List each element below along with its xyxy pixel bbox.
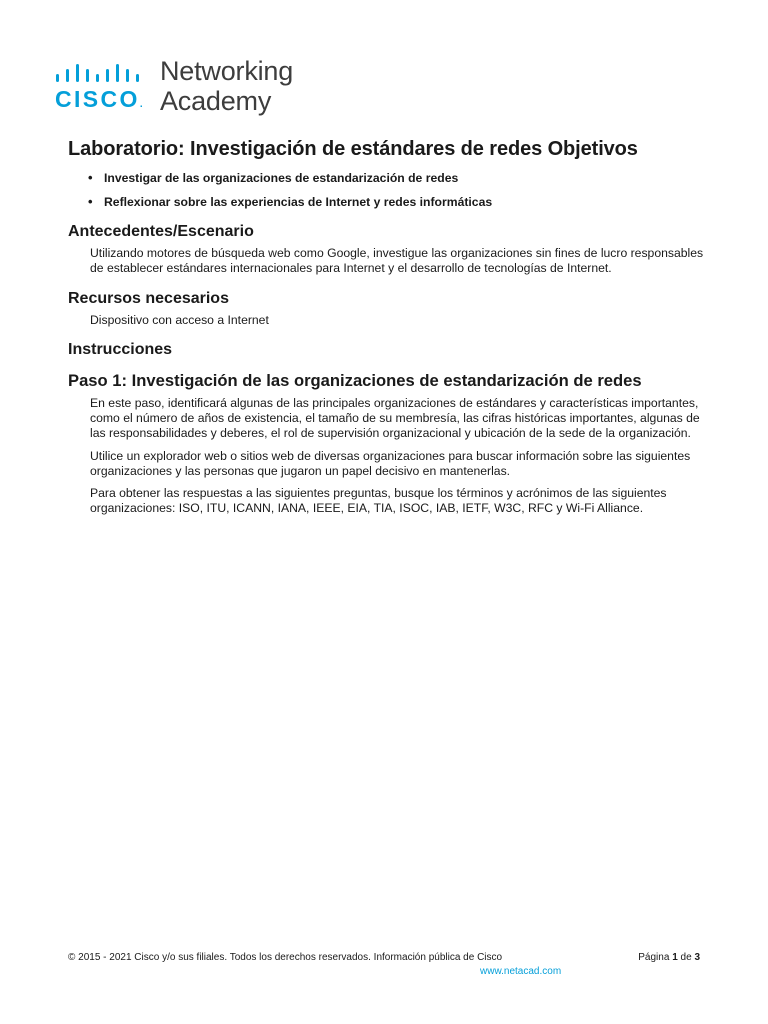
copyright-text: © 2015 - 2021 Cisco y/o sus filiales. Todos los derechos reservados. Información pública de Cisco [68, 952, 503, 963]
step1-paragraph: En este paso, identificará algunas de las principales organizaciones de estándares y características importantes, como el número de años de existencia, el tamaño de su membresía, las cifras históricas importantes, algunas de las responsabilidades y deberes, el rol de supervisión organizacional y ubicación de la sede de la organización. [90, 396, 700, 440]
step1-heading: Paso 1: Investigación de las organizaciones de estandarización de redes [68, 371, 642, 391]
document-body [68, 138, 708, 524]
cisco-networking-academy-logo [52, 56, 312, 118]
netacad-link[interactable]: www.netacad.com [480, 966, 562, 977]
step1-paragraph: Utilice un explorador web o sitios web de diversas organizaciones para buscar información sobre las siguientes organizaciones y las personas que jugaron un papel decisivo en mantenerlas. [90, 448, 691, 478]
cisco-bars-icon [54, 60, 144, 88]
objective-item: • Investigar de las organizaciones de estandarización de redes [88, 170, 459, 185]
background-text: Utilizando motores de búsqueda web como Google, investigue las organizaciones sin fines de lucro responsables de establecer estándares internacionales para Internet y el desarrollo de tecnologías de Internet. [90, 246, 704, 275]
cisco-wordmark: CISCO. [55, 86, 143, 112]
step1-paragraph: Para obtener las respuestas a las siguientes preguntas, busque los términos y acrónimos de las siguientes organizaciones: ISO, ITU, ICANN, IANA, IEEE, EIA, TIA, ISOC, IAB, IETF, W3C, RFC y Wi-Fi Alliance. [90, 486, 667, 516]
logo-academy-text: Academy [160, 86, 272, 116]
logo-networking-text: Networking [160, 56, 294, 86]
background-heading: Antecedentes/Escenario [68, 223, 254, 240]
page-title: Laboratorio: Investigación de estándares de redes Objetivos [68, 138, 638, 160]
instructions-heading: Instrucciones [68, 341, 173, 359]
bullet-icon: • [88, 170, 93, 185]
page-number: Página 1 de 3 [638, 952, 700, 963]
objective-item: • Reflexionar sobre las experiencias de Internet y redes informáticas [88, 194, 493, 209]
bullet-icon: • [88, 194, 93, 209]
resources-heading: Recursos necesarios [68, 289, 229, 307]
objectives-list [68, 171, 708, 209]
resources-text: Dispositivo con acceso a Internet [90, 312, 269, 327]
